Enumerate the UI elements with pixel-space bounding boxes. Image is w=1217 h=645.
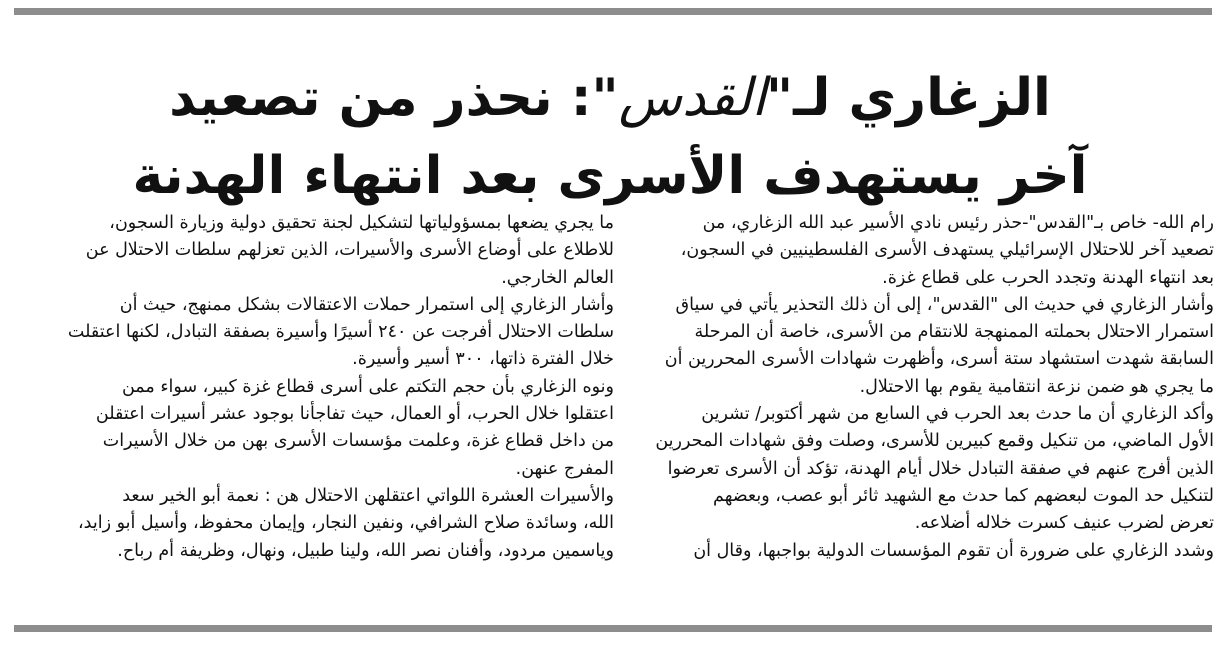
paragraph-line: الذين أفرج عنهم في صفقة التبادل خلال أيام الهدنة، تؤكد أن الأسرى تعرضوا [667,458,1214,479]
headline-prefix: الزغاري لـ" [766,67,1051,128]
article-paragraph [626,401,1214,537]
headline-suffix: ": نحذر من تصعيد [169,67,619,128]
paragraph-line: سلطات الاحتلال أفرجت عن ٢٤٠ أسيرًا وأسيرة بصفقة التبادل، لكنها اعتقلت [67,322,614,343]
paragraph-line: من داخل قطاع غزة، وعلمت مؤسسات الأسرى بهن من خلال الأسيرات [102,431,614,452]
paragraph-line: وأشار الزغاري إلى استمرار حملات الاعتقالات بشكل ممنهج، حيث أن [119,294,614,315]
article-paragraph [30,292,614,374]
paragraph-line: وياسمين مردود، وأفنان نصر الله، ولينا طبيل، ونهال، وظريفة أم رباح. [117,540,614,561]
paragraph-line: وشدد الزغاري على ضرورة أن تقوم المؤسسات الدولية بواجبها، وقال أن [693,540,1214,561]
paragraph-line: المفرج عنهن. [515,458,614,479]
article-paragraph [30,210,614,292]
paragraph-line: استمرار الاحتلال بحملته الممنهجة للانتقام من الأسرى، خاصة أن المرحلة [694,322,1214,343]
paragraph-line: ما يجري هو ضمن نزعة انتقامية يقوم بها الاحتلال. [859,376,1214,397]
paragraph-line: الله، وسائدة صلاح الشرافي، ونفين النجار، وإيمان محفوظ، وأسيل أبو زايد، [78,513,614,534]
paragraph-line: وأكد الزغاري أن ما حدث بعد الحرب في السابع من شهر أكتوبر/ تشرين [701,404,1214,425]
article-paragraph [30,483,614,565]
paragraph-line: السابقة شهدت استشهاد ستة أسرى، وأظهرت شهادات الأسرى المحررين أن [664,349,1214,370]
paragraph-line: الأول الماضي، من تنكيل وقمع كبيرين للأسرى، وصلت وفق شهادات المحررين [655,431,1214,452]
article-column-right [626,210,1214,565]
headline-line-1 [40,59,1180,137]
article-paragraph [626,538,1214,565]
paragraph-line: لتنكيل حد الموت لبعضهم كما حدث مع الشهيد ثائر أبو عصب، وبعضهم [713,485,1214,506]
paragraph-line: وأشار الزغاري في حديث الى "القدس"، إلى أن ذلك التحذير يأتي في سياق [675,294,1214,315]
article-paragraph [30,374,614,483]
newspaper-brand: القدس [618,67,767,128]
paragraph-line: اعتقلوا خلال الحرب، أو العمال، حيث تفاجأنا بوجود عشر أسيرات اعتقلن [95,404,614,425]
top-rule [14,8,1212,15]
paragraph-line: والأسيرات العشرة اللواتي اعتقلهن الاحتلال هن : نعمة أبو الخير سعد [122,485,614,506]
article-paragraph [626,292,1214,401]
paragraph-line: خلال الفترة ذاتها، ٣٠٠ أسير وأسيرة. [352,349,614,370]
article-column-left [30,210,614,565]
paragraph-line: تعرض لضرب عنيف كسرت خلاله أضلاعه. [914,513,1214,534]
paragraph-line: تصعيد آخر للاحتلال الإسرائيلي يستهدف الأسرى الفلسطينيين في السجون، [680,240,1214,261]
article-headline [40,59,1180,215]
paragraph-line: ونوه الزغاري بأن حجم التكتم على أسرى قطاع غزة كبير، سواء ممن [121,376,614,397]
paragraph-line: العالم الخارجي. [501,267,614,288]
article-paragraph [626,210,1214,292]
paragraph-line: للاطلاع على أوضاع الأسرى والأسيرات، الذين تعزلهم سلطات الاحتلال عن [85,240,614,261]
paragraph-line: رام الله- خاص بـ"القدس"-حذر رئيس نادي الأسير عبد الله الزغاري، من [702,213,1214,233]
bottom-rule [14,625,1212,632]
paragraph-line: بعد انتهاء الهدنة وتجدد الحرب على قطاع غزة. [882,267,1214,288]
paragraph-line: ما يجري يضعها بمسؤولياتها لتشكيل لجنة تحقيق دولية وزيارة السجون، [109,213,614,233]
headline-line-2: آخر يستهدف الأسرى بعد انتهاء الهدنة [132,145,1088,206]
